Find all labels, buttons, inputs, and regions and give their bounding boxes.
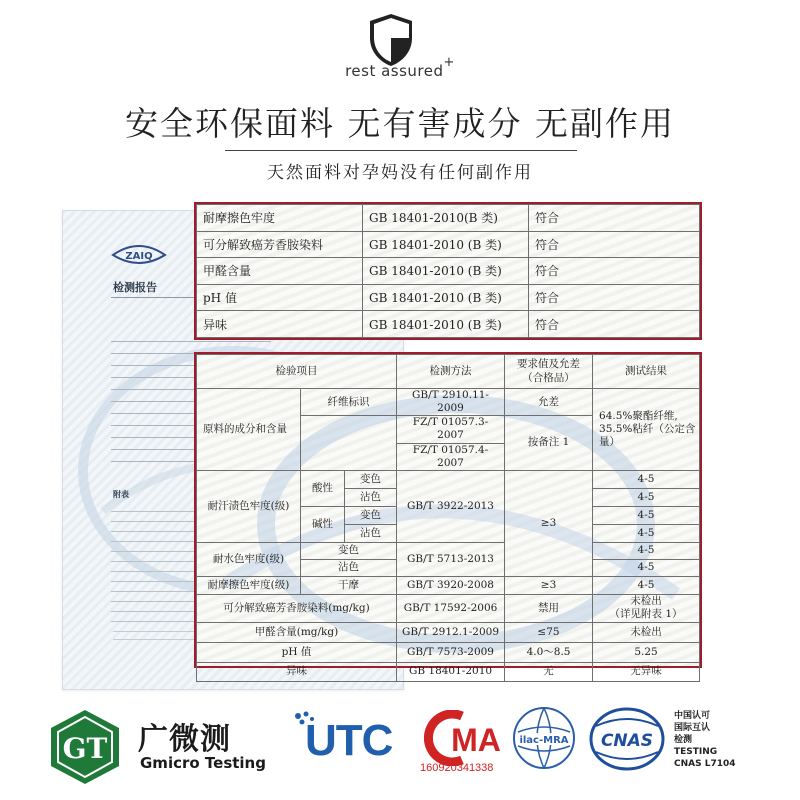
page-subline: 天然面料对孕妈没有任何副作用 — [267, 163, 533, 183]
fiber-method-2: FZ/T 01057.3-2007 — [397, 416, 505, 443]
summary-standard: GB 18401-2010 (B 类) — [363, 258, 529, 285]
table-row — [197, 231, 700, 258]
sweat-req: ≥3 — [505, 470, 593, 576]
water-change: 变色 — [301, 542, 397, 559]
formaldehyde-item: 甲醛含量(mg/kg) — [197, 622, 397, 642]
header-requirement: 要求值及允差 （合格品） — [505, 355, 593, 389]
zaiq-logo-icon — [111, 241, 167, 269]
table-header-row — [197, 355, 700, 389]
rub-item: 耐摩擦色牢度(级) — [197, 576, 301, 594]
cnas-logo-icon — [588, 706, 666, 772]
fiber-req-top: 允差 — [505, 389, 593, 416]
water-result-1: 4-5 — [593, 542, 700, 559]
table-row — [197, 594, 700, 622]
headline-divider — [225, 150, 577, 151]
sweat-acid: 酸性 — [301, 470, 345, 506]
brand-name — [0, 55, 800, 80]
formaldehyde-req: ≤75 — [505, 622, 593, 642]
table-row — [197, 284, 700, 311]
utc-logo-text: UTC — [305, 716, 393, 765]
summary-item: pH 值 — [197, 284, 363, 311]
table-row — [197, 258, 700, 285]
fiber-sub-empty — [301, 416, 397, 471]
summary-standard: GB 18401-2010 (B 类) — [363, 284, 529, 311]
summary-standard: GB 18401-2010 (B 类) — [363, 311, 529, 338]
fiber-item: 原料的成分和含量 — [197, 389, 301, 471]
azo-method: GB/T 17592-2006 — [397, 594, 505, 622]
formaldehyde-method: GB/T 2912.1-2009 — [397, 622, 505, 642]
fiber-method-3: FZ/T 01057.4-2007 — [397, 443, 505, 470]
cma-logo-text: MA — [451, 722, 501, 758]
cnas-logo-text: CNAS — [600, 731, 654, 751]
table-row — [197, 622, 700, 642]
rub-method: GB/T 3920-2008 — [397, 576, 505, 594]
odor-item: 异味 — [197, 662, 397, 681]
summary-result: 符合 — [529, 205, 700, 232]
shield-icon — [367, 12, 415, 68]
ph-item: pH 值 — [197, 642, 397, 662]
azo-item: 可分解致癌芳香胺染料(mg/kg) — [197, 594, 397, 622]
cnas-caption-line: 中国认可 — [674, 711, 711, 721]
rub-req: ≥3 — [505, 576, 593, 594]
brand-text: rest assured — [345, 62, 444, 80]
summary-result: 符合 — [529, 231, 700, 258]
summary-standard: GB 18401-2010 (B 类) — [363, 231, 529, 258]
azo-req: 禁用 — [505, 594, 593, 622]
water-item: 耐水色牢度(级) — [197, 542, 301, 576]
summary-item: 耐摩擦色牢度 — [197, 205, 363, 232]
header-item: 检验项目 — [197, 355, 397, 389]
brand-plus-mark: + — [443, 55, 455, 70]
gmicro-logo-icon — [46, 708, 124, 786]
sweat-alkali: 碱性 — [301, 506, 345, 542]
ilac-logo-text: ilac-MRA — [519, 735, 569, 746]
sweat-item: 耐汗渍色牢度(级) — [197, 470, 301, 542]
page-headline: 安全环保面料 无有害成分 无副作用 — [125, 104, 675, 143]
cnas-caption — [674, 710, 736, 770]
water-method: GB/T 5713-2013 — [397, 542, 505, 576]
table-row — [197, 205, 700, 232]
report-title: 检测报告 — [113, 281, 157, 294]
sweat-result-2: 4-5 — [593, 488, 700, 506]
cnas-caption-line: TESTING — [674, 747, 718, 757]
fiber-result: 64.5%聚酯纤维, 35.5%粘纤（公定含量） — [593, 389, 700, 471]
sweat-method: GB/T 3922-2013 — [397, 470, 505, 542]
table-row — [197, 311, 700, 338]
cma-number: 160920341338 — [420, 762, 494, 774]
summary-result: 符合 — [529, 284, 700, 311]
summary-result: 符合 — [529, 311, 700, 338]
fiber-req-bottom: 按备注 1 — [505, 416, 593, 471]
header-result: 测试结果 — [593, 355, 700, 389]
ph-req: 4.0～8.5 — [505, 642, 593, 662]
ph-method: GB/T 7573-2009 — [397, 642, 505, 662]
odor-result: 无异味 — [593, 662, 700, 681]
gmicro-name-en: Gmicro Testing — [140, 754, 266, 772]
sweat-result-4: 4-5 — [593, 524, 700, 542]
table-row — [197, 662, 700, 681]
summary-result: 符合 — [529, 258, 700, 285]
azo-result: 未检出 （详见附表 1） — [593, 594, 700, 622]
sweat-alkali-stain: 沾色 — [345, 524, 397, 542]
summary-table — [194, 202, 702, 340]
cnas-caption-line: CNAS L7104 — [674, 759, 736, 769]
cma-logo-icon — [418, 710, 508, 766]
water-result-2: 4-5 — [593, 559, 700, 576]
detail-test-table — [194, 352, 702, 678]
table-row — [197, 389, 700, 416]
sweat-acid-stain: 沾色 — [345, 488, 397, 506]
cnas-caption-line: 检测 — [674, 735, 693, 745]
summary-item: 甲醛含量 — [197, 258, 363, 285]
header-method: 检测方法 — [397, 355, 505, 389]
summary-item: 异味 — [197, 311, 363, 338]
ph-result: 5.25 — [593, 642, 700, 662]
rub-result: 4-5 — [593, 576, 700, 594]
table-row — [197, 576, 700, 594]
cnas-caption-line: 国际互认 — [674, 723, 711, 733]
odor-req: 无 — [505, 662, 593, 681]
gmicro-logo-mark: GT — [62, 732, 108, 765]
sweat-alkali-change: 变色 — [345, 506, 397, 524]
sweat-result-3: 4-5 — [593, 506, 700, 524]
odor-method: GB 18401-2010 — [397, 662, 505, 681]
gmicro-name-cn: 广微测 — [138, 722, 231, 757]
fiber-method-1: GB/T 2910.11-2009 — [397, 389, 505, 416]
rub-sub: 干摩 — [301, 576, 397, 594]
certification-logos — [0, 700, 800, 800]
fiber-sub: 纤维标识 — [301, 389, 397, 416]
table-row — [197, 642, 700, 662]
summary-standard: GB 18401-2010(B 类) — [363, 205, 529, 232]
formaldehyde-result: 未检出 — [593, 622, 700, 642]
water-stain: 沾色 — [301, 559, 397, 576]
report-logo-text: ZAIQ — [125, 251, 153, 262]
summary-item: 可分解致癌芳香胺染料 — [197, 231, 363, 258]
table-row — [197, 470, 700, 488]
report-appendix-title: 附表 — [113, 490, 129, 499]
ilac-mra-logo-icon — [510, 704, 578, 772]
sweat-result-1: 4-5 — [593, 470, 700, 488]
table-row — [197, 542, 700, 559]
sweat-acid-change: 变色 — [345, 470, 397, 488]
